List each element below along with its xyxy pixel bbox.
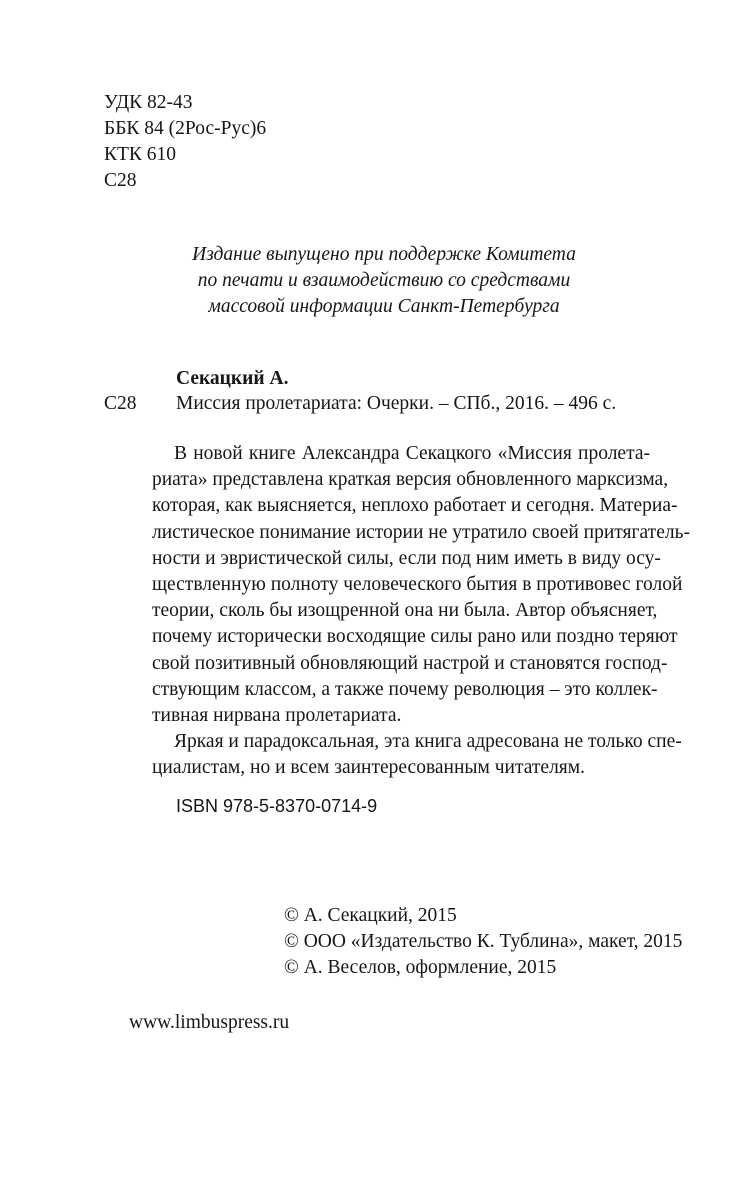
ktk-code: КТК 610 — [104, 144, 177, 165]
abstract-line: ности и эвристической силы, если под ним иметь в виду осу- — [152, 547, 661, 569]
abstract-line: тивная нирвана пролетариата. — [152, 704, 402, 726]
abstract-line: листическое понимание истории не утратило своей притягатель- — [152, 521, 690, 543]
support-note-line: массовой информации Санкт-Петербурга — [208, 296, 560, 317]
abstract-line: ствующим классом, а также почему революция – это коллек- — [152, 678, 658, 700]
copyright-line: © ООО «Издательство К. Тублина», макет, 2015 — [284, 931, 683, 952]
support-note-line: Издание выпущено при поддержке Комитета — [192, 244, 576, 265]
catalog-author-mark: С28 — [104, 393, 137, 414]
support-note-line: по печати и взаимодействию со средствами — [197, 270, 571, 291]
abstract-line: Яркая и парадоксальная, эта книга адресована не только спе- — [174, 731, 682, 753]
copyright-line: © А. Секацкий, 2015 — [284, 905, 457, 926]
abstract-line: ществленную полноту человеческого бытия в противовес голой — [152, 573, 683, 595]
abstract-line: риата» представлена краткая версия обновленного марксизма, — [152, 469, 669, 491]
support-note — [100, 242, 668, 320]
copyright-line: © А. Веселов, оформление, 2015 — [284, 957, 557, 978]
publisher-website: www.limbuspress.ru — [129, 1012, 290, 1033]
classification-codes — [104, 90, 266, 194]
abstract-line: которая, как выясняется, неплохо работает и сегодня. Материа- — [152, 495, 678, 517]
abstract-line: теории, сколь бы изощренной она ни была. Автор объясняет, — [152, 600, 658, 622]
udk-code: УДК 82-43 — [104, 92, 193, 113]
copyright-block — [284, 903, 682, 981]
catalog-author: Секацкий А. — [176, 368, 289, 389]
abstract-line: почему исторически восходящие силы рано или поздно теряют — [152, 626, 678, 648]
abstract-line: свой позитивный обновляющий настрой и становятся господ- — [152, 652, 668, 674]
bbk-code: ББК 84 (2Рос-Рус)6 — [104, 118, 267, 139]
abstract-line: циалистам, но и всем заинтересованным читателям. — [152, 757, 585, 779]
abstract — [152, 441, 690, 781]
isbn: ISBN 978-5-8370-0714-9 — [176, 796, 378, 816]
abstract-line: В новой книге Александра Секацкого «Миссия пролета- — [174, 443, 650, 464]
author-mark-code: С28 — [104, 170, 137, 191]
catalog-title-line: Миссия пролетариата: Очерки. – СПб., 2016. – 496 с. — [176, 393, 617, 414]
